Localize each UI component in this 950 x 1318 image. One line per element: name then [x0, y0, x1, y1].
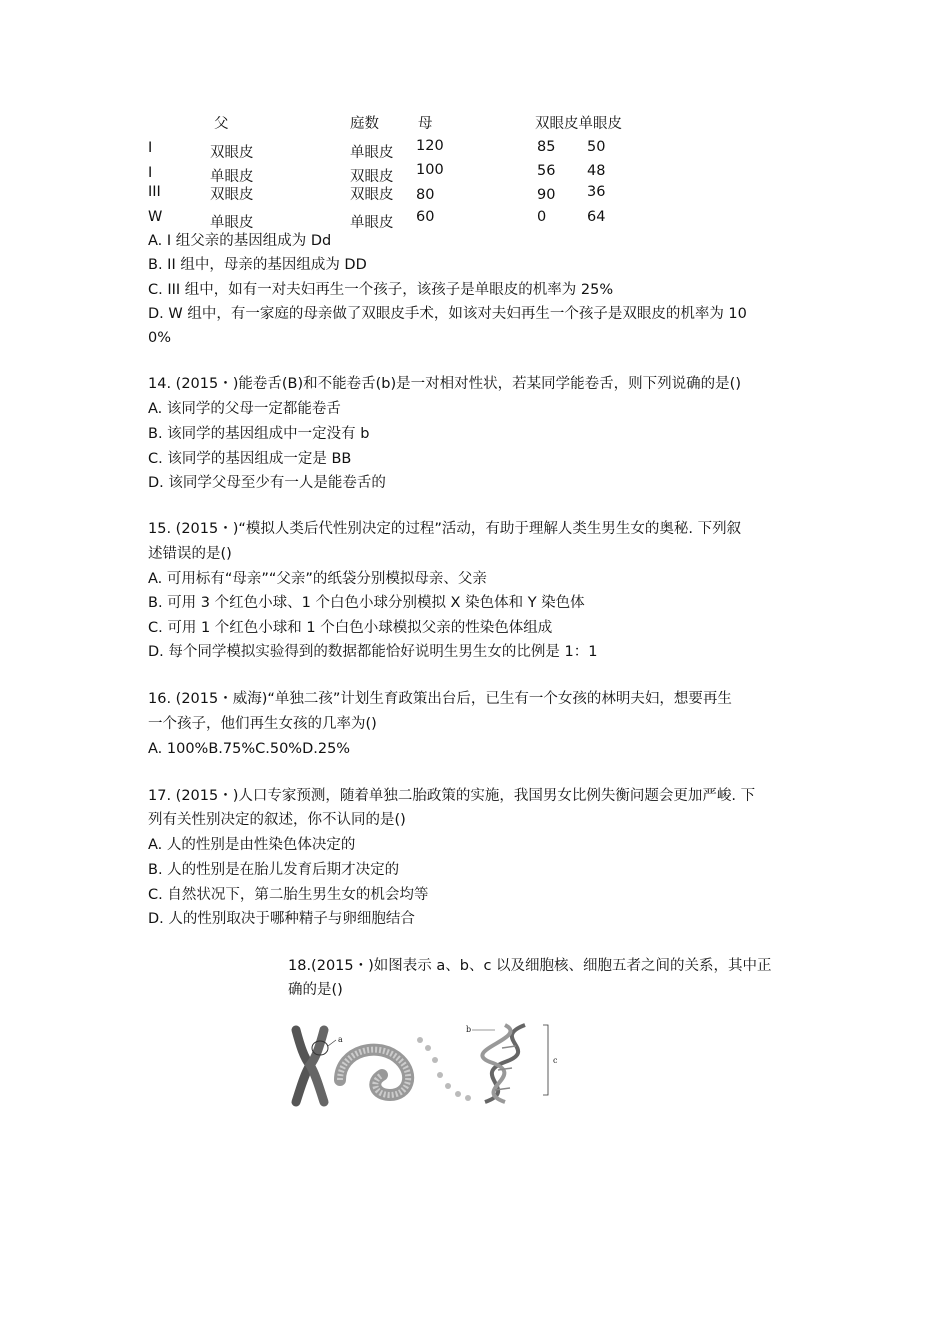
table-cell-father: 单眼皮 [210, 169, 254, 185]
q15-option-a: A. 可用标有“母亲”“父亲”的纸袋分别模拟母亲、父亲 [148, 571, 487, 587]
table-cell-single: 36 [587, 184, 606, 200]
table-cell-double: 56 [537, 163, 556, 179]
q15-option-c: C. 可用 1 个红色小球和 1 个白色小球模拟父亲的性染色体组成 [148, 620, 553, 636]
q15-stem-line2: 述错误的是() [148, 546, 232, 562]
table-cell-count: 60 [416, 209, 435, 225]
q17-stem-line1: 17. (2015・)人口专家预测，随着单独二胎政策的实施，我国男女比例失衡问题会更加严峻. 下 [148, 788, 756, 804]
label-a: a [338, 1035, 343, 1044]
label-c: c [553, 1056, 558, 1065]
q13-option-a: A. I 组父亲的基因组成为 Dd [148, 233, 332, 249]
table-cell-group: I [148, 165, 153, 181]
q15-stem-line1: 15. (2015・)“模拟人类后代性别决定的过程”活动，有助于理解人类生男生女的奥秘. 下列叙 [148, 521, 742, 537]
q17-option-b: B. 人的性别是在胎儿发育后期才决定的 [148, 862, 400, 878]
table-cell-double: 90 [537, 187, 556, 203]
table-cell-count: 120 [416, 138, 444, 154]
table-cell-single: 50 [587, 139, 606, 155]
header-mother: 母 [418, 116, 433, 132]
q14-option-c: C. 该同学的基因组成一定是 BB [148, 451, 352, 467]
q17-stem-line2: 列有关性别决定的叙述，你不认同的是() [148, 812, 406, 828]
table-cell-father: 双眼皮 [210, 187, 254, 203]
table-cell-mother: 双眼皮 [350, 187, 394, 203]
q13-option-d: D. W 组中，有一家庭的母亲做了双眼皮手术，如该对夫妇再生一个孩子是双眼皮的机率为 10 [148, 306, 747, 322]
table-cell-mother: 单眼皮 [350, 215, 394, 231]
q14-option-b: B. 该同学的基因组成中一定没有 b [148, 426, 370, 442]
q13-option-d-continued: 0% [148, 330, 172, 346]
table-cell-single: 48 [587, 163, 606, 179]
q13-option-b: B. II 组中，母亲的基因组成为 DD [148, 257, 367, 273]
label-b: b [466, 1025, 472, 1034]
q17-option-a: A. 人的性别是由性染色体决定的 [148, 837, 356, 853]
table-cell-double: 85 [537, 139, 556, 155]
q14-option-a: A. 该同学的父母一定都能卷舌 [148, 401, 341, 417]
q14-option-d: D. 该同学父母至少有一人是能卷舌的 [148, 475, 386, 491]
chromosome-dna-figure [290, 1020, 570, 1110]
q16-stem-line2: 一个孩子，他们再生女孩的几率为() [148, 716, 377, 732]
q15-option-b: B. 可用 3 个红色小球、1 个白色小球分别模拟 X 染色体和 Y 染色体 [148, 595, 585, 611]
table-cell-count: 100 [416, 162, 444, 178]
header-father: 父 [214, 116, 229, 132]
q16-stem-line1: 16. (2015・威海)“单独二孩”计划生育政策出台后，已生有一个女孩的林明夫妇，想要再生 [148, 691, 732, 707]
header-family-count: 庭数 [350, 116, 379, 132]
q17-option-d: D. 人的性别取决于哪种精子与卵细胞结合 [148, 911, 415, 927]
q16-options: A. 100%B.75%C.50%D.25% [148, 741, 351, 757]
q15-option-d: D. 每个同学模拟实验得到的数据都能恰好说明生男生女的比例是 1：1 [148, 644, 598, 660]
nucleosome-beads-icon [417, 1037, 471, 1101]
header-eyelid-types: 双眼皮单眼皮 [535, 116, 622, 132]
table-cell-single: 64 [587, 209, 606, 225]
table-cell-father: 单眼皮 [210, 215, 254, 231]
q13-option-c: C. III 组中，如有一对夫妇再生一个孩子，该孩子是单眼皮的机率为 25% [148, 282, 614, 298]
table-cell-group: III [148, 184, 161, 200]
q18-stem-line1: 18.(2015・)如图表示 a、b、c 以及细胞核、细胞五者之间的关系，其中正 [288, 958, 772, 974]
chromatin-coil-icon [340, 1050, 408, 1095]
q18-stem-line2: 确的是() [288, 982, 343, 998]
table-cell-count: 80 [416, 187, 435, 203]
q17-option-c: C. 自然状况下，第二胎生男生女的机会均等 [148, 887, 429, 903]
table-cell-double: 0 [537, 209, 547, 225]
q14-stem: 14. (2015・)能卷舌(B)和不能卷舌(b)是一对相对性状，若某同学能卷舌，则下列说确的是() [148, 376, 741, 392]
table-cell-group: W [148, 209, 163, 225]
table-cell-group: I [148, 140, 153, 156]
dna-helix-icon [482, 1025, 525, 1102]
chromosome-icon [296, 1030, 328, 1102]
table-cell-father: 双眼皮 [210, 145, 254, 161]
table-cell-mother: 双眼皮 [350, 169, 394, 185]
table-cell-mother: 单眼皮 [350, 145, 394, 161]
